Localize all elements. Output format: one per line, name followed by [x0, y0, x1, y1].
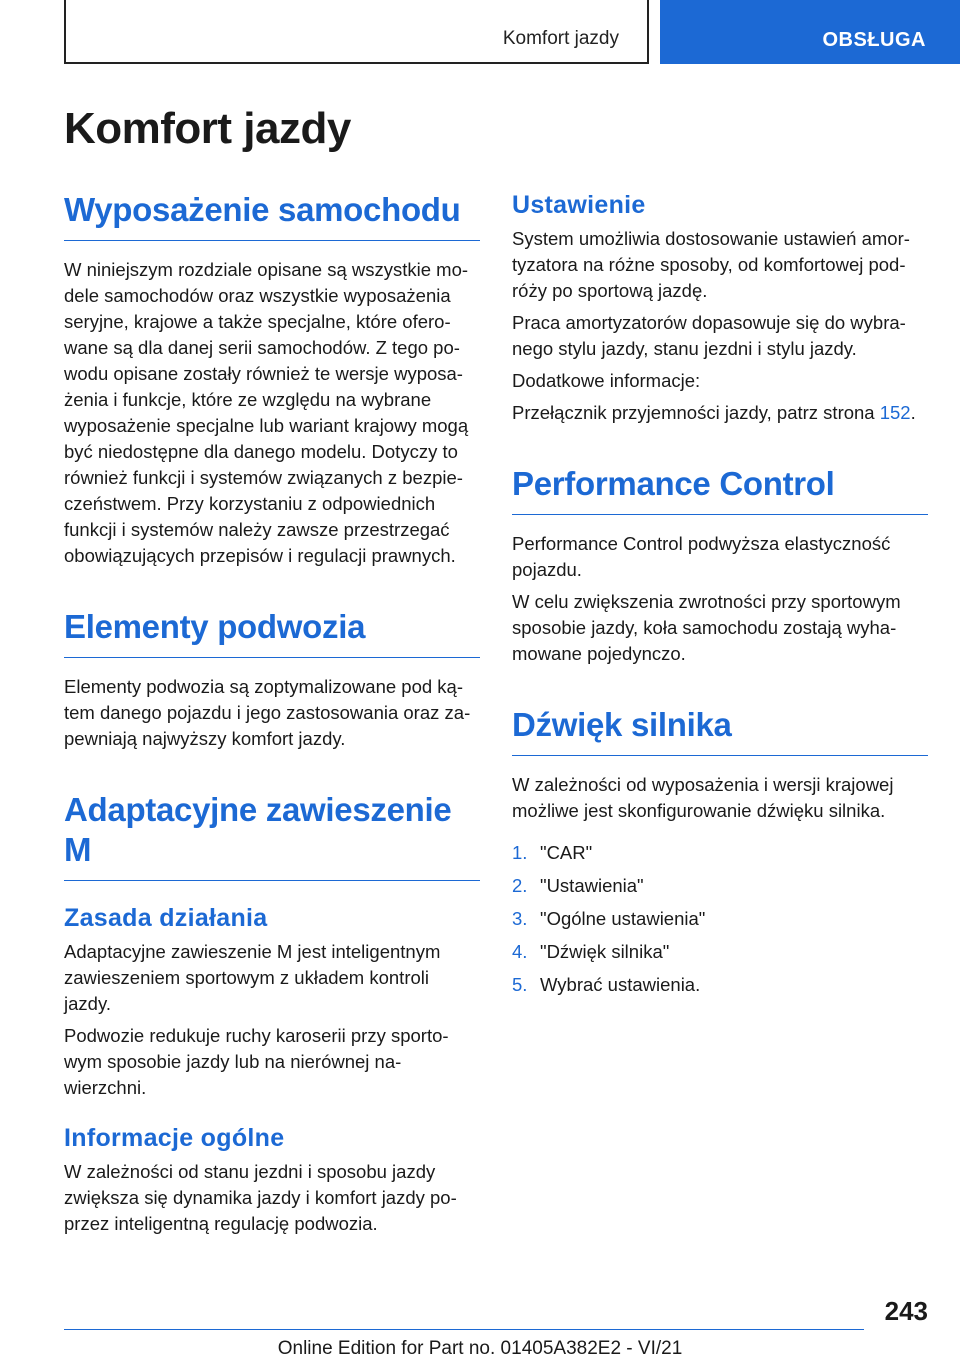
header-chapter-tab: [660, 0, 960, 64]
paragraph: System umożliwia dostosowanie ustawień amor-tyzatora na różne sposoby, od komfortowej pod-róży po sportową jazdę.: [512, 228, 910, 301]
step-text: "CAR": [540, 842, 593, 863]
step-number: 4.: [512, 941, 528, 962]
list-item: [512, 902, 928, 935]
header-chapter-label: OBSŁUGA: [822, 29, 926, 51]
list-item: [512, 836, 928, 869]
section-heading-adaptive-suspension: Adaptacyjne zawieszenie M: [64, 790, 480, 881]
step-number: 2.: [512, 875, 528, 896]
step-text: "Dźwięk silnika": [540, 941, 670, 962]
right-column: [512, 190, 928, 1001]
page-title: Komfort jazdy: [64, 104, 351, 153]
header-section-box: [64, 0, 649, 64]
paragraph: W zależności od wyposażenia i wersji krajowej możliwe jest skonfigurowanie dźwięku silnika.: [512, 774, 894, 821]
section-heading-chassis: Elementy podwozia: [64, 607, 480, 658]
paragraph: Elementy podwozia są zoptymalizowane pod ką-tem danego pojazdu i jego zastosowania oraz za-pewniają najwyższy komfort jazdy.: [64, 676, 471, 749]
section-heading-equipment: Wyposażenie samochodu: [64, 190, 480, 241]
subheading-setting: Ustawienie: [512, 191, 646, 219]
step-text: "Ustawienia": [540, 875, 644, 896]
page-number: 243: [884, 1296, 928, 1326]
step-number: 1.: [512, 842, 528, 863]
paragraph: Adaptacyjne zawieszenie M jest inteligentnym zawieszeniem sportowym z układem kontroli jazdy.: [64, 941, 441, 1014]
list-item: [512, 968, 928, 1001]
footer-divider: [64, 1329, 864, 1330]
footer-edition: Online Edition for Part no. 01405A382E2 - VI/21: [277, 1338, 683, 1359]
section-heading-engine-sound: Dźwięk silnika: [512, 705, 928, 756]
paragraph: W zależności od stanu jezdni i sposobu jazdy zwiększa się dynamika jazdy i komfort jazdy po-przez inteligentną regulację podwozia.: [64, 1161, 457, 1234]
page-reference-link[interactable]: 152: [879, 402, 911, 423]
steps-list: [512, 836, 928, 1001]
left-column: [64, 190, 480, 1237]
paragraph: Dodatkowe informacje:: [512, 370, 701, 391]
step-number: 5.: [512, 974, 528, 995]
paragraph: Praca amortyzatorów dopasowuje się do wybra-nego stylu jazdy, stanu jezdni i stylu jazdy.: [512, 312, 906, 359]
paragraph-end: .: [910, 402, 916, 423]
paragraph-text: Przełącznik przyjemności jazdy, patrz strona: [512, 402, 880, 423]
section-heading-performance-control: Performance Control: [512, 464, 928, 515]
paragraph: Performance Control podwyższa elastyczność pojazdu.: [512, 533, 891, 580]
step-text: "Ogólne ustawienia": [540, 908, 706, 929]
list-item: [512, 935, 928, 968]
step-number: 3.: [512, 908, 528, 929]
paragraph: W niniejszym rozdziale opisane są wszystkie mo-dele samochodów oraz wszystkie wyposażenia seryjne, krajowe a także specjalne, które ofero-wane są dla danej serii samochodów. Z tego po-wodu opisane zostały również te wersje wyposa-żenia i funkcje, które ze względu na wybrane wyposażenie specjalne lub wariant krajowy mogą być niedostępne dla danego modelu. Dotyczy to również funkcji i systemów związanych z bezpie-czeństwem. Przy korzystaniu z odpowiednich funkcji i systemów należy zawsze przestrzegać obowiązujących przepisów i regulacji prawnych.: [64, 259, 469, 566]
subheading-principle: Zasada działania: [64, 904, 268, 932]
paragraph-with-link: [512, 400, 928, 426]
step-text: Wybrać ustawienia.: [540, 974, 701, 995]
subheading-general-info: Informacje ogólne: [64, 1124, 285, 1152]
paragraph: Podwozie redukuje ruchy karoserii przy sporto-wym sposobie jazdy lub na nierównej na-wierzchni.: [64, 1025, 449, 1098]
list-item: [512, 869, 928, 902]
header-section-title: Komfort jazdy: [502, 28, 619, 49]
paragraph: W celu zwiększenia zwrotności przy sportowym sposobie jazdy, koła samochodu zostają wyha-mowane pojedynczo.: [512, 591, 901, 664]
